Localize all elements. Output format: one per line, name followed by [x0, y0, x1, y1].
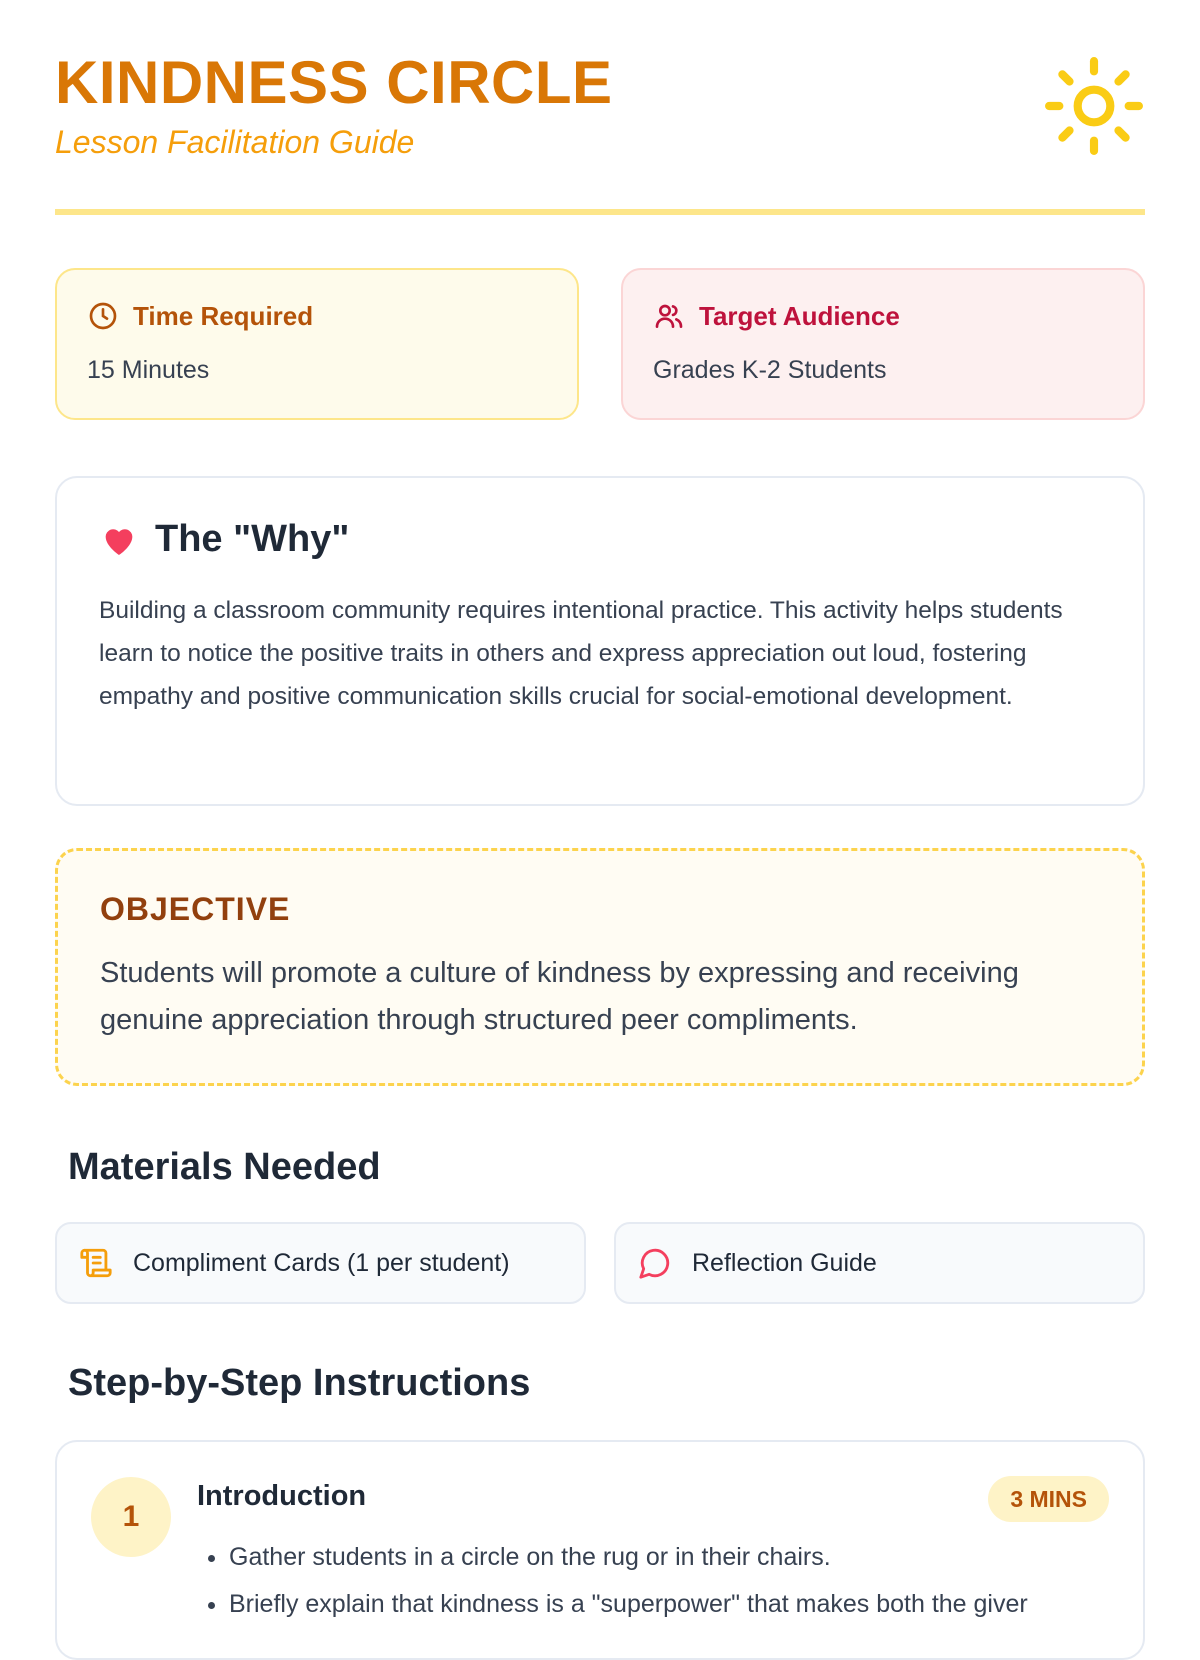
step-bullet: • Briefly explain that kindness is a "superpower" that makes both the giver [229, 1581, 1103, 1628]
target-audience-label: Target Audience [699, 300, 900, 331]
step-duration-badge: 3 MINS [988, 1476, 1109, 1522]
objective-title: OBJECTIVE [100, 891, 291, 927]
target-audience-card [621, 268, 1145, 420]
materials-list [55, 1222, 1145, 1304]
why-title: The "Why" [155, 518, 350, 560]
page-subtitle: Lesson Facilitation Guide [55, 124, 415, 160]
header [55, 0, 1145, 215]
target-audience-value: Grades K-2 Students [653, 356, 887, 384]
material-label: Reflection Guide [692, 1248, 877, 1277]
objective-text: Students will promote a culture of kindness by expressing and receiving genuine appreciation through structured peer compliments. [100, 957, 1019, 1036]
why-text: Building a classroom community requires intentional practice. This activity helps students learn to notice the positive traits in others and express appreciation out loud, fostering empathy and positive communication skills crucial for social-emotional development. [99, 597, 1063, 710]
time-required-card [55, 268, 579, 420]
step-number: 1 [91, 1477, 171, 1557]
time-required-label: Time Required [133, 300, 314, 331]
steps-title: Step-by-Step Instructions [68, 1362, 531, 1404]
step-bullets [229, 1534, 1103, 1628]
step-title: Introduction [197, 1480, 367, 1512]
message-circle-icon [638, 1246, 672, 1280]
info-cards [55, 268, 1145, 420]
material-label: Compliment Cards (1 per student) [133, 1248, 510, 1277]
heart-icon [99, 520, 139, 560]
objective-card [55, 848, 1145, 1086]
scroll-icon [79, 1246, 113, 1280]
step-bullet: • Gather students in a circle on the rug or in their chairs. [229, 1534, 1103, 1581]
users-icon [653, 300, 685, 332]
step-card [55, 1440, 1145, 1660]
material-item [55, 1222, 586, 1304]
materials-title: Materials Needed [68, 1146, 381, 1188]
material-item [614, 1222, 1145, 1304]
clock-icon [87, 300, 119, 332]
page-title: KINDNESS CIRCLE [55, 49, 613, 116]
sun-icon [1043, 55, 1145, 157]
why-card [55, 476, 1145, 806]
time-required-value: 15 Minutes [87, 356, 210, 384]
